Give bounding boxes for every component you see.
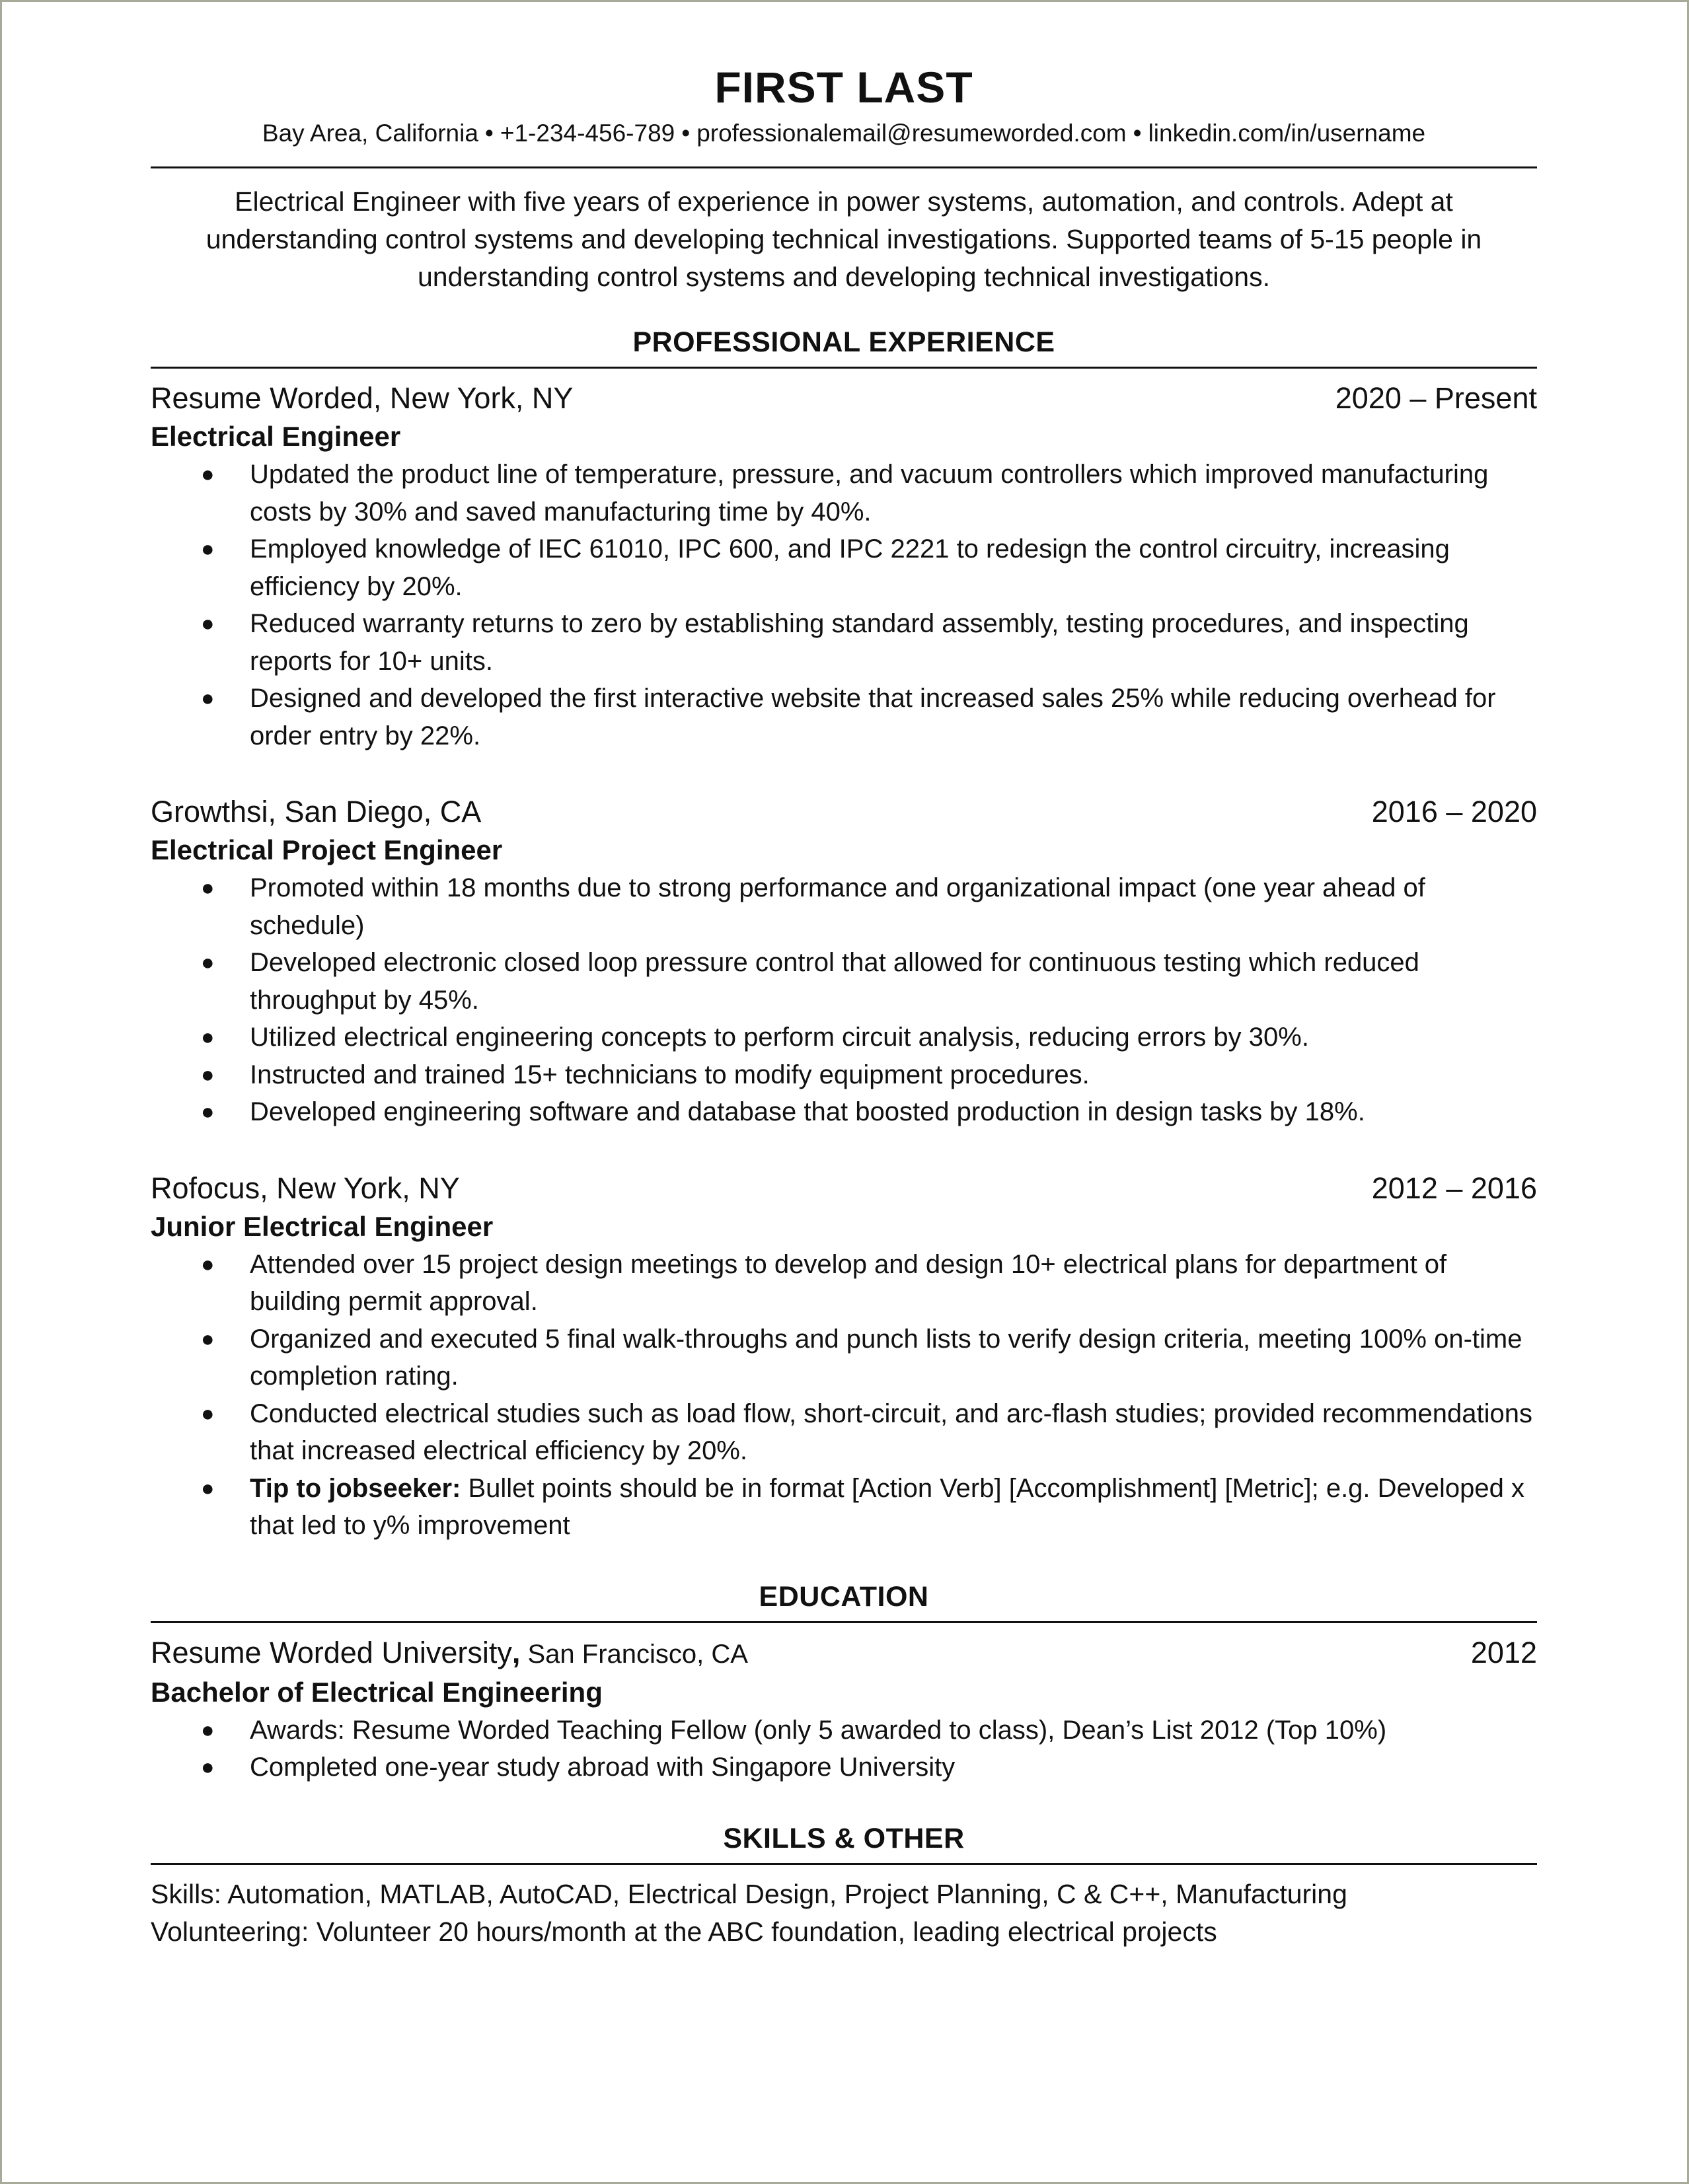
job-entry xyxy=(151,379,1537,754)
section-divider xyxy=(151,1863,1537,1865)
bullet-text: Reduced warranty returns to zero by establishing standard assembly, testing procedures, and inspecting reports for 10+ units. xyxy=(250,609,1469,676)
contact-separator: • xyxy=(484,120,494,147)
skills-line: Skills: Automation, MATLAB, AutoCAD, Electrical Design, Project Planning, C & C++, Manufacturing xyxy=(151,1878,1347,1909)
bullet-dot: ● xyxy=(201,1717,215,1743)
job-bullets xyxy=(151,456,1537,754)
job-company: Growthsi, San Diego, CA xyxy=(151,795,482,828)
section-divider xyxy=(151,1621,1537,1623)
job-bullets xyxy=(151,869,1537,1131)
education-entry xyxy=(151,1634,1537,1786)
skills-block xyxy=(151,1875,1537,1951)
bullet-text: Utilized electrical engineering concepts to perform circuit analysis, reducing errors by 30%. xyxy=(250,1023,1309,1052)
bullet-item xyxy=(151,530,1537,605)
tip-label: Tip to jobseeker: xyxy=(250,1473,461,1503)
bullet-item xyxy=(151,869,1537,944)
header-divider xyxy=(151,166,1537,168)
bullet-dot: ● xyxy=(201,536,215,562)
education-bullets xyxy=(151,1712,1537,1786)
bullet-dot: ● xyxy=(201,1251,215,1277)
job-role: Electrical Engineer xyxy=(151,421,401,452)
job-role: Junior Electrical Engineer xyxy=(151,1210,494,1242)
resume-page xyxy=(151,59,1537,1951)
bullet-item xyxy=(151,1749,1537,1786)
bullet-dot: ● xyxy=(201,1025,215,1050)
bullet-dot: ● xyxy=(201,1062,215,1087)
bullet-item xyxy=(151,1712,1537,1749)
bullet-item xyxy=(151,605,1537,680)
bullet-text: Awards: Resume Worded Teaching Fellow (only 5 awarded to class), Dean’s List 2012 (Top 10%) xyxy=(250,1715,1387,1745)
education-location: San Francisco, CA xyxy=(520,1639,748,1669)
tip-text: Bullet points should be in format [Action Verb] [Accomplishment] [Metric]; e.g. Developed x that led to y% improvement xyxy=(250,1473,1525,1540)
job-header xyxy=(151,379,1537,418)
candidate-name: FIRST LAST xyxy=(714,63,973,112)
job-bullets xyxy=(151,1246,1537,1545)
job-role: Electrical Project Engineer xyxy=(151,834,503,865)
bullet-item xyxy=(151,680,1537,754)
bullet-text: Promoted within 18 months due to strong performance and organizational impact (one year ahead of schedule) xyxy=(250,873,1425,940)
bullet-dot: ● xyxy=(201,875,215,900)
bullet-item xyxy=(151,1321,1537,1395)
education-year: 2012 xyxy=(1470,1635,1537,1669)
bullet-dot: ● xyxy=(201,1755,215,1780)
contact-location: Bay Area, California xyxy=(262,120,478,147)
contact-line xyxy=(151,116,1537,151)
section-divider xyxy=(151,367,1537,369)
section-title-experience: PROFESSIONAL EXPERIENCE xyxy=(632,326,1055,358)
education-school: Resume Worded University xyxy=(151,1635,512,1669)
bullet-item xyxy=(151,1246,1537,1321)
job-dates: 2020 – Present xyxy=(1335,381,1537,415)
education-degree: Bachelor of Electrical Engineering xyxy=(151,1676,603,1708)
bullet-dot: ● xyxy=(201,462,215,487)
job-header xyxy=(151,1169,1537,1208)
volunteering-line: Volunteering: Volunteer 20 hours/month at the ABC foundation, leading electrical projects xyxy=(151,1916,1217,1947)
job-company: Rofocus, New York, NY xyxy=(151,1171,460,1205)
bullet-dot: ● xyxy=(201,1099,215,1124)
bullet-text: Updated the product line of temperature, pressure, and vacuum controllers which improved manufacturing costs by 30% and saved manufacturing time by 40%. xyxy=(250,460,1489,527)
education-header xyxy=(151,1634,1537,1673)
bullet-text: Instructed and trained 15+ technicians to modify equipment procedures. xyxy=(250,1060,1090,1089)
bullet-dot: ● xyxy=(201,1326,215,1352)
bullet-dot: ● xyxy=(201,950,215,975)
bullet-text: Attended over 15 project design meetings to develop and design 10+ electrical plans for department of building permit approval. xyxy=(250,1249,1447,1316)
bullet-item xyxy=(151,456,1537,530)
bullet-item-tip xyxy=(151,1470,1537,1545)
job-entry xyxy=(151,793,1537,1131)
section-title-education: EDUCATION xyxy=(759,1580,929,1613)
bullet-text: Employed knowledge of IEC 61010, IPC 600, and IPC 2221 to redesign the control circuitry, increasing efficiency by 20%. xyxy=(250,534,1450,601)
bullet-text: Developed engineering software and database that boosted production in design tasks by 18%. xyxy=(250,1097,1365,1126)
bullet-dot: ● xyxy=(201,1401,215,1426)
education-school-line xyxy=(151,1634,748,1673)
bullet-text: Organized and executed 5 final walk-throughs and punch lists to verify design criteria, meeting 100% on-time completion rating. xyxy=(250,1324,1522,1391)
contact-email[interactable]: professionalemail@resumeworded.com xyxy=(696,120,1127,147)
contact-separator: • xyxy=(681,120,691,147)
contact-separator: • xyxy=(1133,120,1142,147)
contact-phone: +1-234-456-789 xyxy=(500,120,675,147)
bullet-text: Conducted electrical studies such as load flow, short-circuit, and arc-flash studies; provided recommendations that increased electrical efficiency by 20%. xyxy=(250,1399,1532,1465)
bullet-item xyxy=(151,1395,1537,1470)
bullet-item xyxy=(151,1093,1537,1131)
contact-linkedin[interactable]: linkedin.com/in/username xyxy=(1148,120,1426,147)
bullet-item xyxy=(151,1019,1537,1056)
job-header xyxy=(151,793,1537,831)
bullet-text: Designed and developed the first interactive website that increased sales 25% while reducing overhead for order entry by 22%. xyxy=(250,684,1496,750)
bullet-dot: ● xyxy=(201,611,215,636)
bullet-item xyxy=(151,1056,1537,1094)
section-title-skills: SKILLS & OTHER xyxy=(723,1822,965,1854)
job-entry xyxy=(151,1169,1537,1545)
bullet-text: Completed one-year study abroad with Singapore University xyxy=(250,1753,956,1782)
bullet-dot: ● xyxy=(201,686,215,711)
job-company: Resume Worded, New York, NY xyxy=(151,381,574,415)
bullet-text: Developed electronic closed loop pressure control that allowed for continuous testing which reduced throughput by 45%. xyxy=(250,948,1419,1015)
job-dates: 2016 – 2020 xyxy=(1371,795,1537,828)
education-comma: , xyxy=(511,1635,521,1669)
bullet-item xyxy=(151,944,1537,1019)
bullet-dot: ● xyxy=(201,1475,215,1501)
job-dates: 2012 – 2016 xyxy=(1371,1171,1537,1205)
summary-paragraph: Electrical Engineer with five years of experience in power systems, automation, and controls. Adept at understanding control systems and developing technical investigations. Supported teams of 5-15 people in understanding control systems and developing technical investigations. xyxy=(206,186,1482,292)
